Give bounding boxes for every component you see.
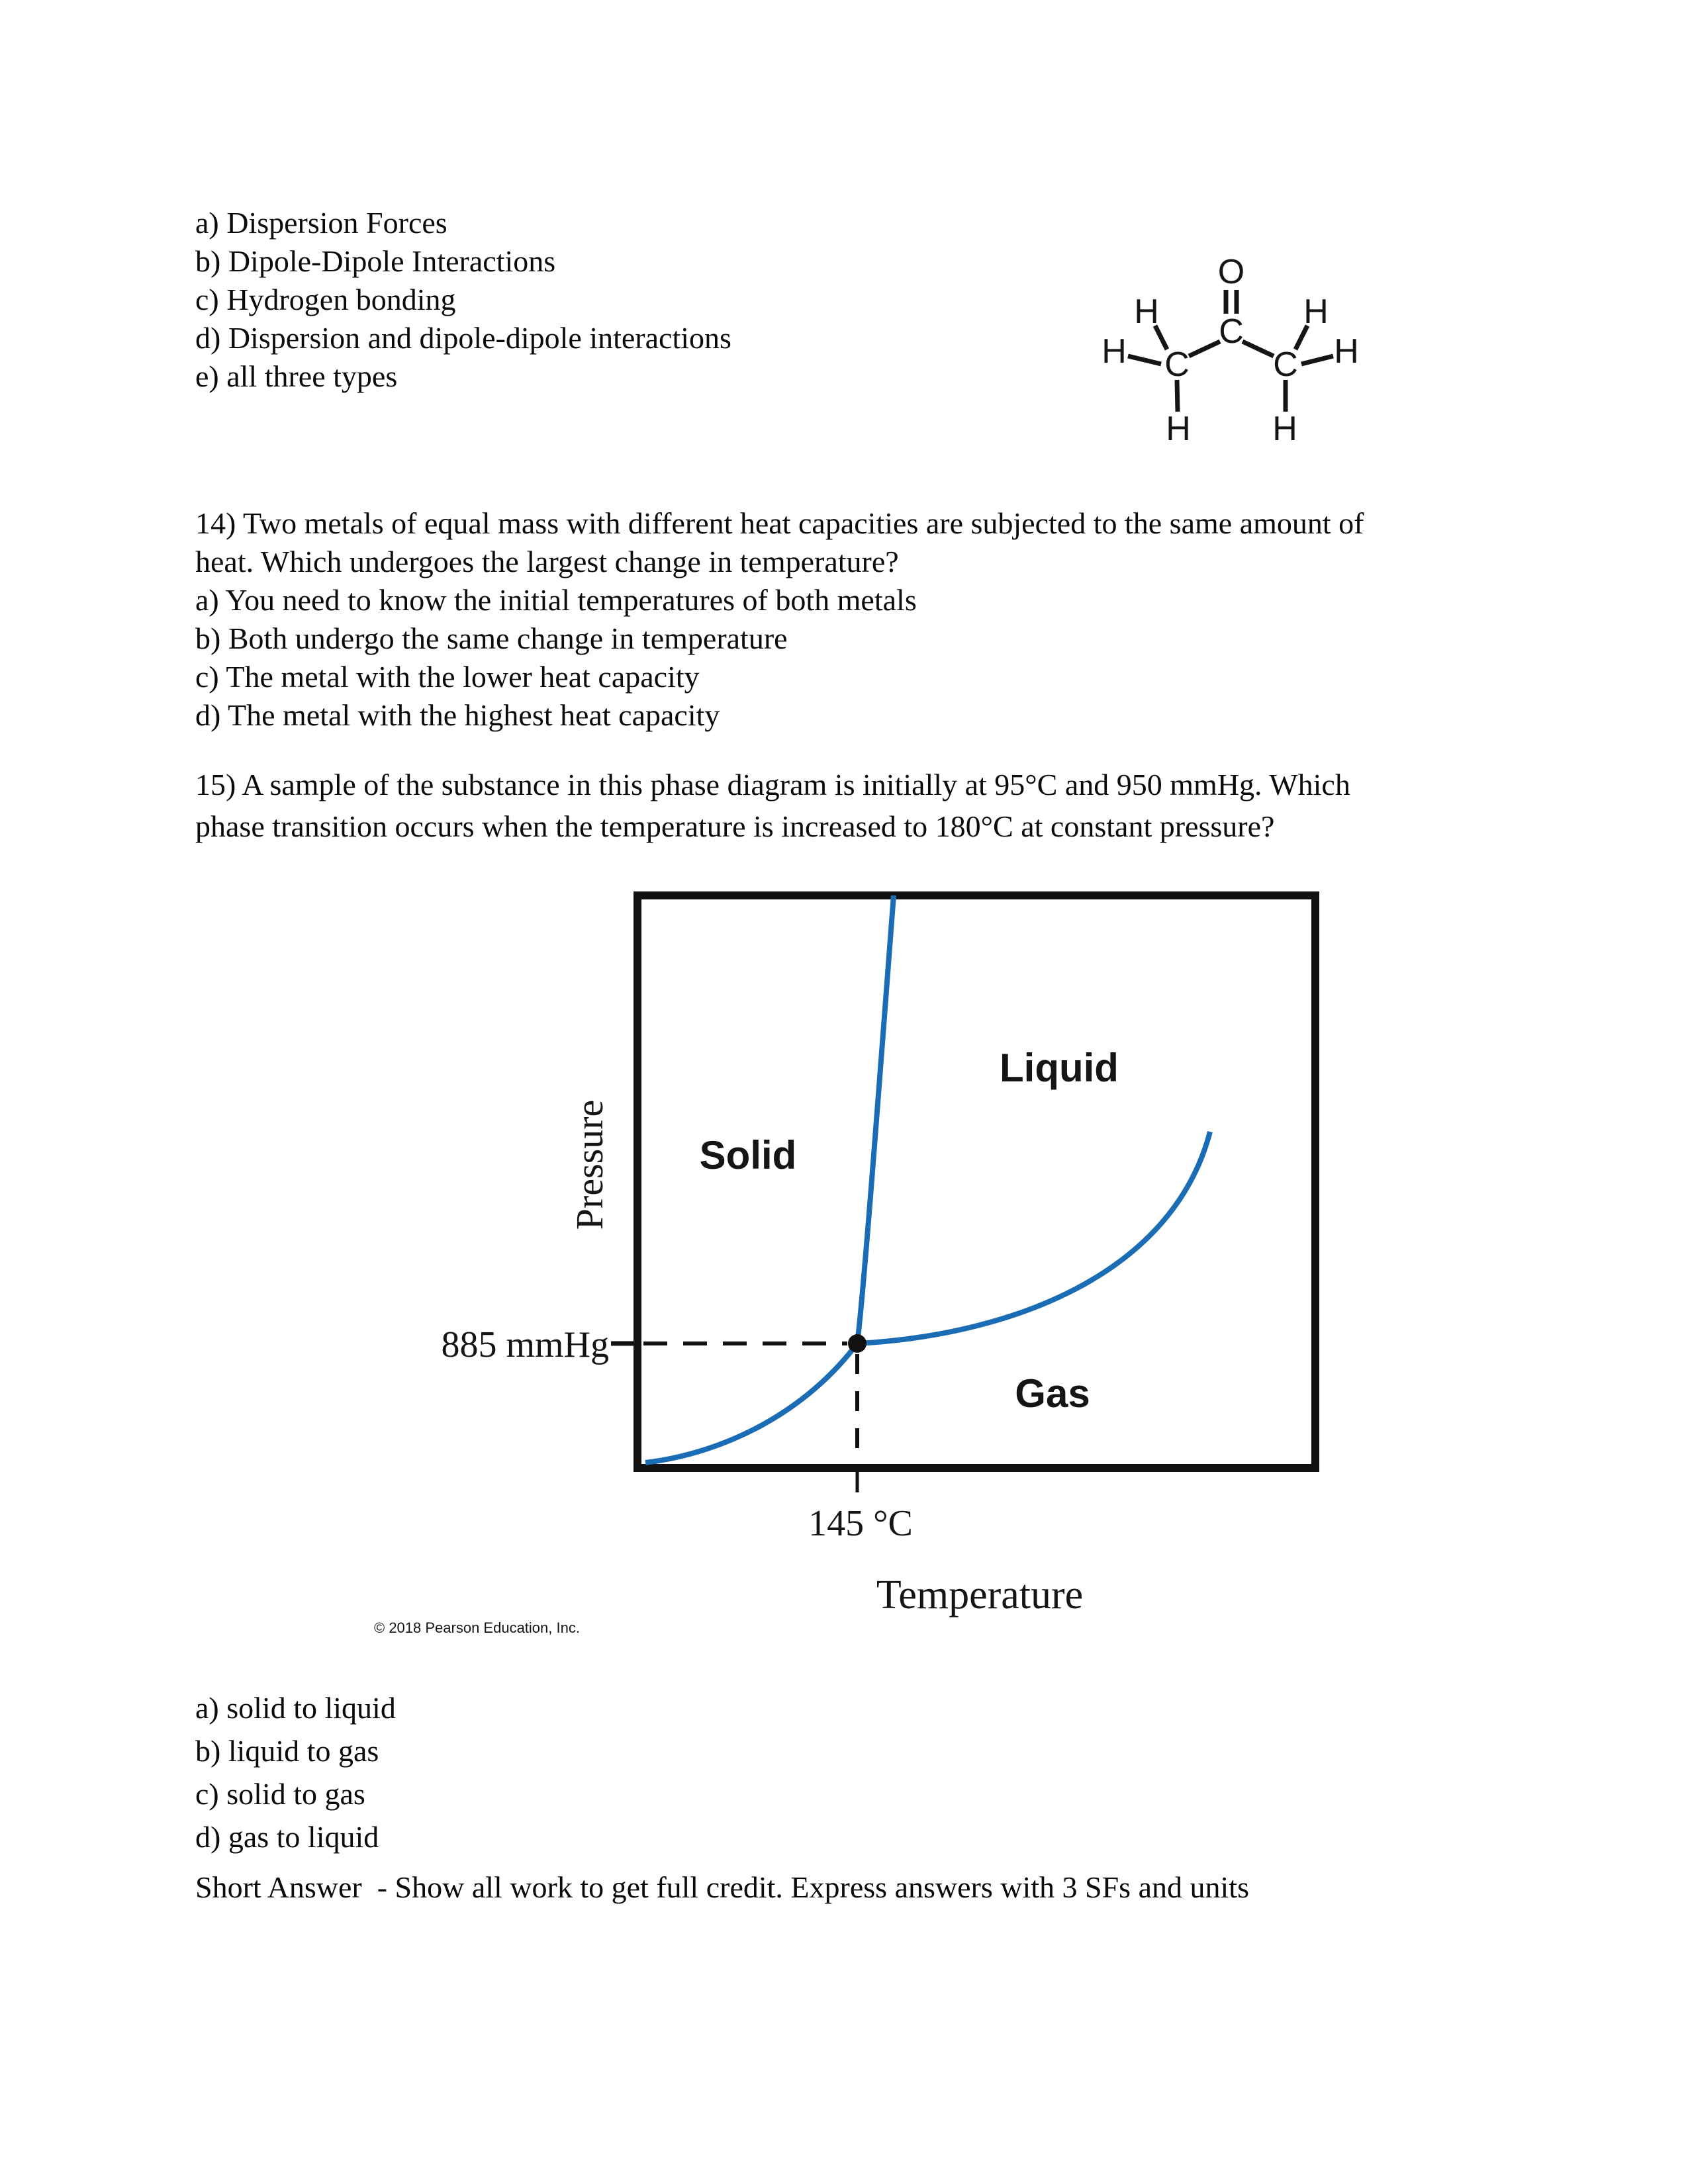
hydrogen-atom: H bbox=[1134, 293, 1159, 331]
answer-option: c) The metal with the lower heat capacity bbox=[195, 660, 700, 694]
temperature-axis-label: Temperature bbox=[876, 1572, 1084, 1617]
vaporization-curve bbox=[857, 1132, 1210, 1343]
q13-options-block bbox=[195, 204, 731, 396]
carbon-atom: C bbox=[1164, 345, 1190, 384]
q14-block bbox=[195, 504, 1364, 735]
c-h-bond bbox=[1128, 356, 1161, 364]
c-c-bond bbox=[1243, 341, 1274, 356]
c-h-bond bbox=[1177, 380, 1178, 412]
pressure-axis-label: Pressure bbox=[568, 1099, 611, 1230]
question-text-line: 14) Two metals of equal mass with different heat capacities are subjected to the same amount of bbox=[195, 506, 1364, 540]
region-label-liquid: Liquid bbox=[1000, 1046, 1119, 1090]
short-answer-block bbox=[195, 1868, 1249, 1907]
triple-point-dot bbox=[848, 1334, 867, 1353]
region-label-solid: Solid bbox=[699, 1133, 797, 1177]
hydrogen-atom: H bbox=[1334, 332, 1359, 371]
sublimation-curve bbox=[645, 1343, 857, 1463]
c-c-bond bbox=[1189, 341, 1220, 356]
q15-options-block bbox=[195, 1686, 396, 1858]
answer-option: c) solid to gas bbox=[195, 1777, 365, 1811]
oxygen-atom: O bbox=[1217, 253, 1245, 291]
phase-diagram bbox=[357, 880, 1377, 1648]
answer-option: a) You need to know the initial temperatures of both metals bbox=[195, 583, 917, 617]
answer-option: b) liquid to gas bbox=[195, 1734, 379, 1768]
triple-point-temperature-label: 145 °C bbox=[808, 1503, 913, 1544]
answer-option: e) all three types bbox=[195, 359, 398, 393]
answer-option: b) Dipole-Dipole Interactions bbox=[195, 244, 556, 278]
answer-option: d) Dispersion and dipole-dipole interactions bbox=[195, 321, 731, 355]
hydrogen-atom: H bbox=[1166, 410, 1191, 448]
region-label-gas: Gas bbox=[1015, 1371, 1090, 1416]
question-text-line: phase transition occurs when the temperature is increased to 180°C at constant pressure? bbox=[195, 809, 1275, 843]
fusion-curve bbox=[857, 895, 894, 1343]
answer-option: a) Dispersion Forces bbox=[195, 206, 447, 240]
question-text-line: heat. Which undergoes the largest change in temperature? bbox=[195, 545, 899, 578]
carbon-atom: C bbox=[1219, 312, 1244, 351]
answer-option: b) Both undergo the same change in temperature bbox=[195, 621, 788, 655]
short-answer-instruction: Short Answer - Show all work to get full credit. Express answers with 3 SFs and units bbox=[195, 1870, 1249, 1904]
acetone-structure-diagram bbox=[1092, 238, 1370, 463]
question-text-line: 15) A sample of the substance in this phase diagram is initially at 95°C and 950 mmHg. Which bbox=[195, 768, 1350, 801]
answer-option: d) The metal with the highest heat capacity bbox=[195, 698, 720, 732]
carbon-atom: C bbox=[1273, 345, 1298, 384]
triple-point-pressure-label: 885 mmHg bbox=[441, 1324, 609, 1365]
figure-copyright: © 2018 Pearson Education, Inc. bbox=[374, 1619, 580, 1636]
answer-option: c) Hydrogen bonding bbox=[195, 283, 456, 316]
answer-option: a) solid to liquid bbox=[195, 1691, 396, 1725]
hydrogen-atom: H bbox=[1272, 410, 1297, 448]
q15-block bbox=[195, 764, 1350, 847]
plot-frame bbox=[637, 895, 1315, 1468]
hydrogen-atom: H bbox=[1303, 293, 1329, 331]
answer-option: d) gas to liquid bbox=[195, 1820, 379, 1854]
c-h-bond bbox=[1301, 356, 1333, 364]
hydrogen-atom: H bbox=[1102, 332, 1127, 371]
